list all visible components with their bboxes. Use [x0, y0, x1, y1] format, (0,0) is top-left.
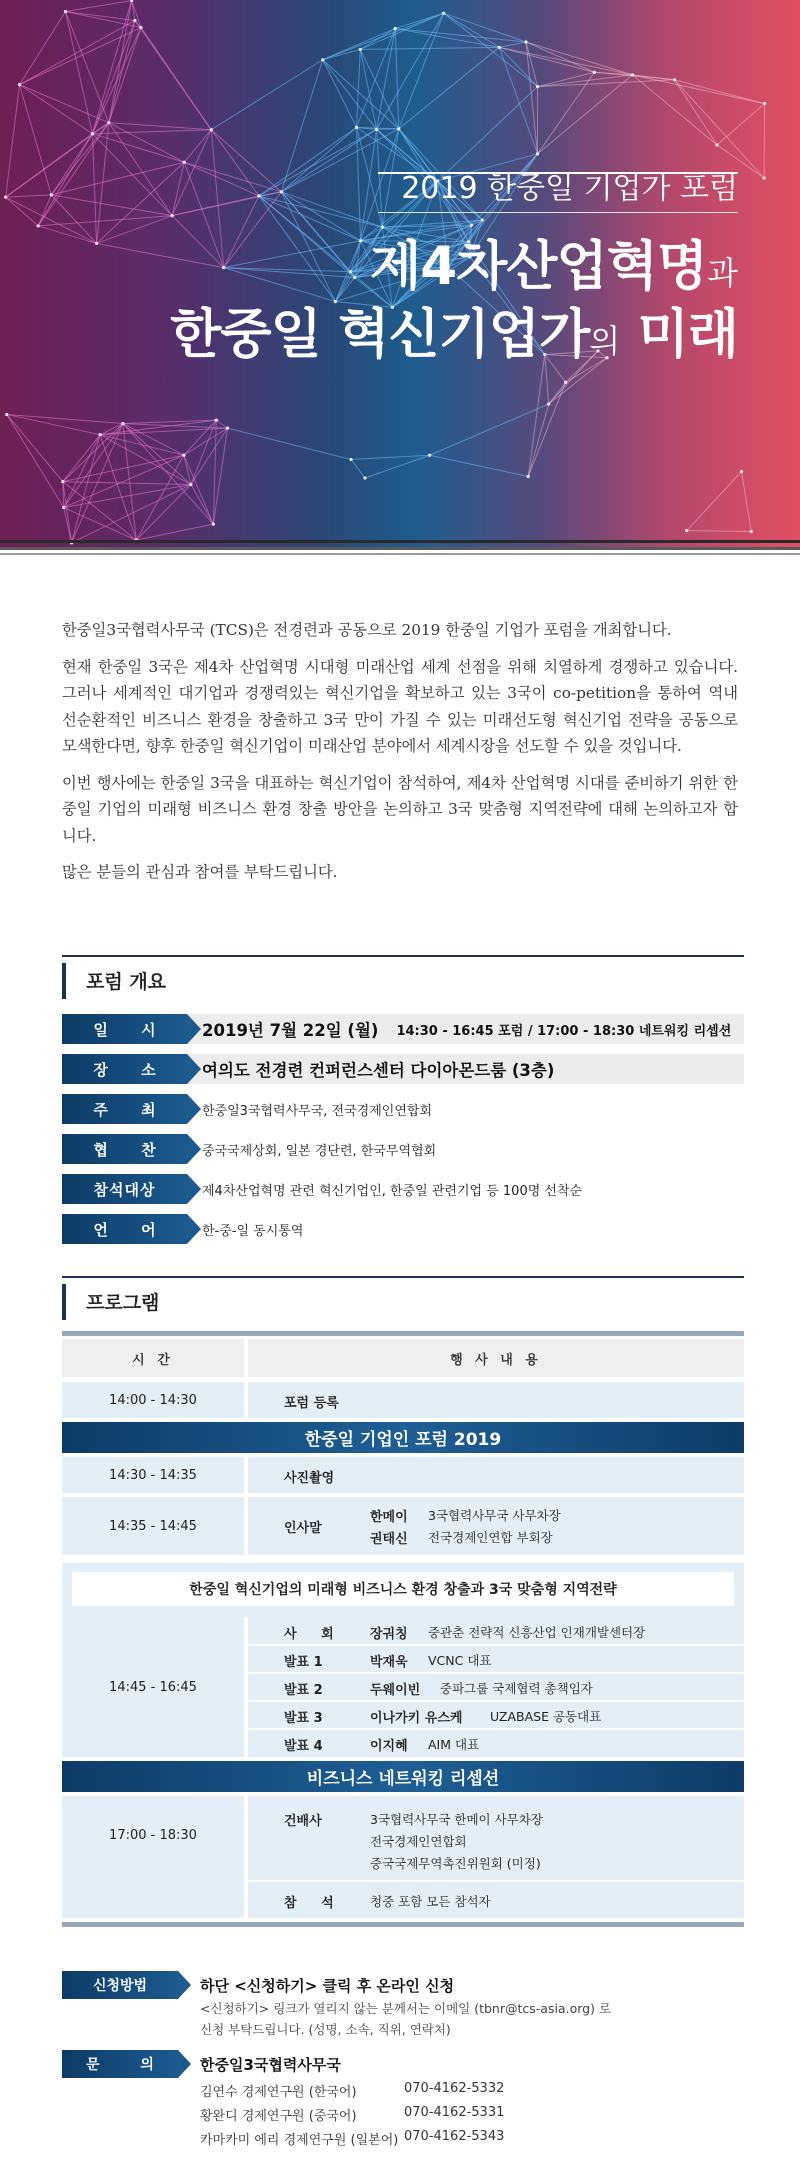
program-row-session [62, 1617, 744, 1757]
network-line [63, 424, 123, 482]
speaker-name: 장궈칭 [370, 1627, 408, 1642]
apply-note-1: <신청하기> 링크가 열리지 않는 분께서는 이메일 (tbnr@tcs-asia.org) 로 [200, 2001, 611, 2016]
network-line [538, 75, 633, 87]
speaker-name: 이나가키 유스케 [370, 1711, 463, 1726]
overview-label: 협 찬 [62, 1134, 187, 1164]
program-table-header [62, 1339, 744, 1377]
contact-phone: 070-4162-5332 [404, 2081, 505, 2096]
network-line [172, 216, 224, 268]
speaker-name: 두웨이빈 [370, 1683, 421, 1698]
network-line [357, 49, 361, 127]
network-line [281, 129, 376, 191]
speaker-role: 3국협력사무국 사무차장 [428, 1508, 561, 1523]
network-node [394, 27, 397, 30]
network-node [349, 458, 352, 461]
hero-title-line-1 [370, 224, 738, 300]
network-node [536, 85, 539, 88]
column-header-time: 시 간 [132, 1352, 174, 1368]
session-separator [248, 1728, 744, 1730]
network-line [687, 531, 752, 532]
heading-bar [62, 963, 66, 999]
overview-label: 일 시 [62, 1014, 187, 1044]
program-band-forum: 한중일 기업인 포럼 2019 [62, 1422, 744, 1453]
program-time: 14:00 - 14:30 [109, 1392, 197, 1408]
network-node [50, 193, 53, 196]
apply-title: 하단 <신청하기> 클릭 후 온라인 신청 [200, 1977, 455, 1995]
network-line [72, 435, 101, 543]
program-time: 14:45 - 16:45 [109, 1679, 197, 1695]
network-node [182, 454, 185, 457]
network-line [323, 60, 357, 128]
network-line [20, 85, 52, 195]
program-time: 14:30 - 14:35 [109, 1467, 197, 1483]
network-node [673, 78, 676, 81]
network-node [547, 402, 550, 405]
network-node [428, 454, 431, 457]
network-line [741, 471, 751, 531]
network-line [687, 471, 742, 530]
network-node [763, 102, 766, 105]
network-line [216, 420, 227, 428]
overview-row-sponsor [62, 1134, 744, 1164]
program-time: 14:35 - 14:45 [109, 1518, 197, 1534]
hero-title-suffix: 과 [707, 254, 738, 292]
network-node [5, 413, 8, 416]
network-line [7, 414, 64, 507]
program-table-bottom-border [62, 1922, 744, 1927]
network-line [6, 85, 20, 198]
network-node [64, 10, 67, 13]
network-node [210, 128, 213, 131]
overview-row-language [62, 1214, 744, 1244]
network-line [395, 29, 399, 129]
network-line [224, 268, 351, 272]
contact-name: 황완디 경제연구원 (중국어) [200, 2109, 357, 2124]
network-node [18, 83, 21, 86]
program-row-registration [62, 1382, 744, 1418]
hero-title-part-c: 미래 [620, 304, 738, 365]
network-line [499, 42, 526, 47]
network-line [224, 192, 282, 268]
network-line [65, 0, 131, 11]
network-line [228, 428, 352, 459]
speaker-role: 중파그룹 국제협력 총책임자 [440, 1681, 593, 1696]
network-node [98, 433, 101, 436]
network-node [740, 470, 743, 473]
speaker-role: VCNC 대표 [428, 1653, 492, 1668]
contact-label: 문 의 [62, 2050, 178, 2078]
network-line [499, 47, 632, 75]
overview-value: 한-중-일 동시통역 [202, 1223, 304, 1239]
program-item: 포럼 등록 [284, 1396, 339, 1411]
network-line [399, 47, 499, 128]
overview-heading-text: 포럼 개요 [86, 971, 167, 993]
network-node [61, 480, 64, 483]
reception-toast-line: 중국국제무역촉진위원회 (미정) [370, 1856, 541, 1871]
network-line [360, 13, 443, 49]
reception-label: 건배사 [284, 1814, 322, 1829]
column-divider [244, 1382, 248, 1418]
network-node [750, 530, 753, 533]
hero-title-main: 제4차산업혁명 [370, 236, 708, 297]
network-line [51, 134, 92, 195]
network-node [715, 143, 718, 146]
session-label: 발표 2 [284, 1683, 323, 1698]
network-line [172, 130, 211, 216]
network-line [224, 268, 355, 278]
overview-value: 중국국제상회, 일본 경단련, 한국무역협회 [202, 1143, 437, 1159]
apply-label: 신청방법 [62, 1971, 178, 1999]
contact-name: 김연수 경제연구원 (한국어) [200, 2085, 357, 2100]
network-line [632, 75, 717, 145]
hero-title-line-2 [170, 292, 738, 368]
network-node [353, 276, 356, 279]
program-row-photo [62, 1457, 744, 1493]
network-line [109, 123, 172, 216]
network-node [183, 161, 186, 164]
apply-note-2: 신청 부탁드립니다. (성명, 소속, 직위, 연락처) [200, 2022, 451, 2037]
network-line [323, 49, 361, 59]
program-heading [62, 1276, 744, 1324]
network-line [172, 162, 184, 215]
hero-title-part-b: 의 [589, 322, 621, 360]
network-line [132, 0, 135, 20]
speaker-name: 권태신 [370, 1532, 408, 1547]
network-node [257, 194, 260, 197]
reception-label: 참 석 [284, 1896, 344, 1911]
network-line [360, 49, 399, 128]
network-line [184, 130, 211, 163]
program-table-top-border [62, 1331, 744, 1336]
network-line [184, 162, 223, 267]
session-separator [248, 1700, 744, 1702]
network-line [717, 104, 765, 145]
network-node [763, 176, 766, 179]
network-line [281, 127, 356, 191]
network-line [528, 354, 544, 476]
network-node [280, 190, 283, 193]
network-line [92, 134, 96, 244]
network-line [211, 130, 223, 268]
network-node [130, 0, 133, 2]
network-node [349, 270, 352, 273]
overview-value [202, 1014, 731, 1044]
session-separator [248, 1644, 744, 1646]
overview-label: 참석대상 [62, 1174, 187, 1204]
network-line [259, 196, 335, 302]
overview-value: 여의도 전경련 컨퍼런스센터 다이아몬드룸 (3층) [202, 1061, 555, 1080]
network-line [211, 60, 322, 130]
network-line [92, 20, 135, 133]
contact-org: 한중일3국협력사무국 [200, 2056, 341, 2074]
intro-text [62, 617, 738, 896]
network-line [63, 482, 136, 540]
hero-subtitle: 2019 한중일 기업가 포럼 [401, 171, 738, 206]
session-label: 발표 4 [284, 1739, 323, 1754]
section-gap [62, 1555, 744, 1563]
intro-paragraph-1: 한중일3국협력사무국 (TCS)은 전경련과 공동으로 2019 한중일 기업가 포럼을 개최합니다. [62, 621, 672, 639]
network-line [357, 127, 361, 240]
session-label: 발표 1 [284, 1655, 323, 1670]
network-line [172, 196, 259, 216]
network-line [109, 20, 135, 122]
network-node [95, 242, 98, 245]
program-heading-text: 프로그램 [86, 1292, 160, 1314]
network-line [528, 382, 565, 476]
network-node [222, 266, 225, 269]
overview-row-venue [62, 1054, 744, 1084]
network-line [357, 29, 396, 128]
network-node [226, 427, 229, 430]
network-line [109, 123, 211, 130]
network-line [51, 162, 184, 195]
network-line [132, 0, 141, 27]
hero-title-part-a: 한중일 혁신기업가 [170, 304, 590, 365]
network-node [133, 19, 136, 22]
network-line [97, 216, 173, 244]
network-line [38, 134, 92, 226]
network-node [442, 12, 445, 15]
speaker-name: 박재욱 [370, 1655, 408, 1670]
network-line [537, 75, 632, 154]
network-node [212, 523, 215, 526]
network-line [38, 216, 172, 226]
reception-attendees: 청중 포함 모든 참석자 [370, 1894, 491, 1909]
program-row-reception [62, 1796, 744, 1918]
network-line [224, 196, 259, 268]
network-node [524, 40, 527, 43]
network-line [528, 404, 548, 477]
session-title: 한중일 혁신기업의 미래형 비즈니스 환경 창출과 3국 맞춤형 지역전략 [72, 1572, 734, 1606]
network-line [323, 60, 377, 130]
network-line [65, 12, 108, 123]
network-node [397, 127, 400, 130]
network-line [360, 49, 376, 129]
network-node [107, 121, 110, 124]
session-label: 발표 3 [284, 1711, 323, 1726]
network-line [65, 12, 92, 134]
overview-label: 주 최 [62, 1094, 187, 1124]
network-line [100, 435, 184, 455]
network-line [184, 162, 281, 192]
network-line [377, 129, 399, 130]
network-line [136, 524, 213, 540]
network-node [564, 381, 567, 384]
network-node [4, 196, 7, 199]
network-line [259, 127, 357, 195]
overview-date: 2019년 7월 22일 (월) [202, 1021, 379, 1040]
network-line [100, 435, 191, 485]
session-separator [248, 1672, 744, 1674]
network-line [191, 428, 228, 484]
intro-paragraph-2: 현재 한중일 3국은 제4차 산업혁명 시대형 미래산업 세계 선점을 위해 치열하게 경쟁하고 있습니다. 그러나 세계적인 대기업과 경쟁력있는 혁신기업을 확보하고 있는 3국이 co-petition을 통하여 역내 선순환적인 비즈니스 환경을 창출하고 3국 만이 가질 수 있는 미래선도형 혁신기업 전략을 공동으로 모색한다면, 향후 한중일 혁신기업이 미래산업 분야에서 세계시장을 선도할 수 있을 것입니다. [62, 657, 738, 755]
network-line [211, 130, 259, 196]
network-node [189, 483, 192, 486]
network-line [351, 455, 430, 459]
speaker-role: AIM 대표 [428, 1737, 480, 1752]
network-node [215, 419, 218, 422]
overview-value: 제4차산업혁명 관련 혁신기업인, 한중일 관련기업 등 100명 선착순 [202, 1183, 583, 1199]
network-node [527, 475, 530, 478]
network-node [171, 214, 174, 217]
network-line [430, 404, 549, 455]
network-line [51, 195, 172, 216]
network-node [139, 26, 142, 29]
reception-toast-line: 전국경제인연합회 [370, 1834, 467, 1849]
network-line [377, 29, 396, 130]
network-line [281, 129, 398, 192]
column-divider [244, 1457, 248, 1493]
hero-banner [0, 0, 800, 548]
network-node [631, 73, 634, 76]
network-line [109, 27, 141, 122]
network-node [62, 506, 65, 509]
heading-bar [62, 1284, 66, 1320]
network-line [92, 130, 211, 134]
column-header-content: 행 사 내 용 [450, 1352, 542, 1368]
column-divider [244, 1617, 248, 1757]
program-row-greeting [62, 1497, 744, 1555]
network-line [38, 123, 109, 226]
intro-paragraph-4: 많은 분들의 관심과 참여를 부탁드립니다. [62, 863, 338, 881]
program-band-reception: 비즈니스 네트워킹 리셉션 [62, 1761, 744, 1792]
network-node [321, 58, 324, 61]
overview-label: 장 소 [62, 1054, 187, 1084]
network-node [91, 132, 94, 135]
network-line [538, 80, 675, 87]
network-line [377, 13, 444, 129]
hero-subtitle-rule [378, 212, 738, 213]
network-line [526, 42, 538, 87]
overview-row-host [62, 1094, 744, 1124]
network-node [593, 71, 596, 74]
network-node [363, 476, 366, 479]
network-line [51, 123, 109, 195]
session-label: 사 회 [284, 1627, 344, 1642]
network-node [375, 128, 378, 131]
network-line [135, 20, 211, 129]
overview-heading [62, 955, 744, 1003]
network-line [444, 13, 538, 86]
program-item: 인사말 [284, 1521, 322, 1536]
program-item: 사진촬영 [284, 1471, 335, 1486]
network-node [359, 48, 362, 51]
network-line [7, 414, 123, 423]
network-line [191, 485, 213, 525]
network-node [121, 422, 124, 425]
overview-value: 한중일3국협력사무국, 전국경제인연합회 [202, 1103, 433, 1119]
network-node [685, 529, 688, 532]
reception-toast-line: 3국협력사무국 한메이 사무차장 [370, 1812, 543, 1827]
network-line [20, 85, 109, 123]
network-line [211, 130, 281, 192]
speaker-name: 한메이 [370, 1510, 408, 1525]
network-line [100, 435, 136, 540]
network-node [355, 126, 358, 129]
network-node [481, 219, 484, 222]
network-line [499, 47, 537, 86]
intro-paragraph-3: 이번 행사에는 한중일 3국을 대표하는 혁신기업이 참석하여, 제4차 산업혁명 시대를 준비하기 위한 한중일 기업의 미래형 비즈니스 환경 창출 방안을 논의하고 3국 맞춤형 지역전략에 대해 논의하고자 합니다. [62, 773, 738, 845]
reception-separator [248, 1880, 744, 1882]
hero-bottom-stripes [0, 540, 800, 560]
network-node [498, 46, 501, 49]
network-line [20, 85, 93, 134]
network-line [6, 195, 52, 197]
overview-row-audience [62, 1174, 744, 1204]
overview-time: 14:30 - 16:45 포럼 / 17:00 - 18:30 네트워킹 리셉션 [396, 1023, 732, 1039]
network-line [97, 243, 224, 267]
program-time: 17:00 - 18:30 [109, 1827, 197, 1843]
column-divider [244, 1497, 248, 1555]
speaker-role: 중관춘 전략적 신흥산업 인재개발센터장 [428, 1625, 646, 1640]
network-line [323, 13, 444, 60]
speaker-name: 이지혜 [370, 1739, 408, 1754]
column-divider [244, 1796, 248, 1918]
speaker-role: UZABASE 공동대표 [490, 1709, 602, 1724]
network-line [430, 455, 529, 476]
network-line [97, 162, 185, 243]
network-line [632, 75, 764, 104]
network-node [536, 152, 539, 155]
network-node [359, 239, 362, 242]
overview-label: 언 어 [62, 1214, 187, 1244]
contact-name: 카마카미 에리 경제연구원 (일본어) [200, 2133, 399, 2148]
overview-row-date [62, 1014, 744, 1044]
contact-phone: 070-4162-5343 [404, 2129, 505, 2144]
speaker-role: 전국경제인연합 부회장 [428, 1530, 553, 1545]
network-node [37, 224, 40, 227]
network-line [351, 459, 365, 478]
network-line [63, 482, 72, 543]
contact-phone: 070-4162-5331 [404, 2105, 505, 2120]
